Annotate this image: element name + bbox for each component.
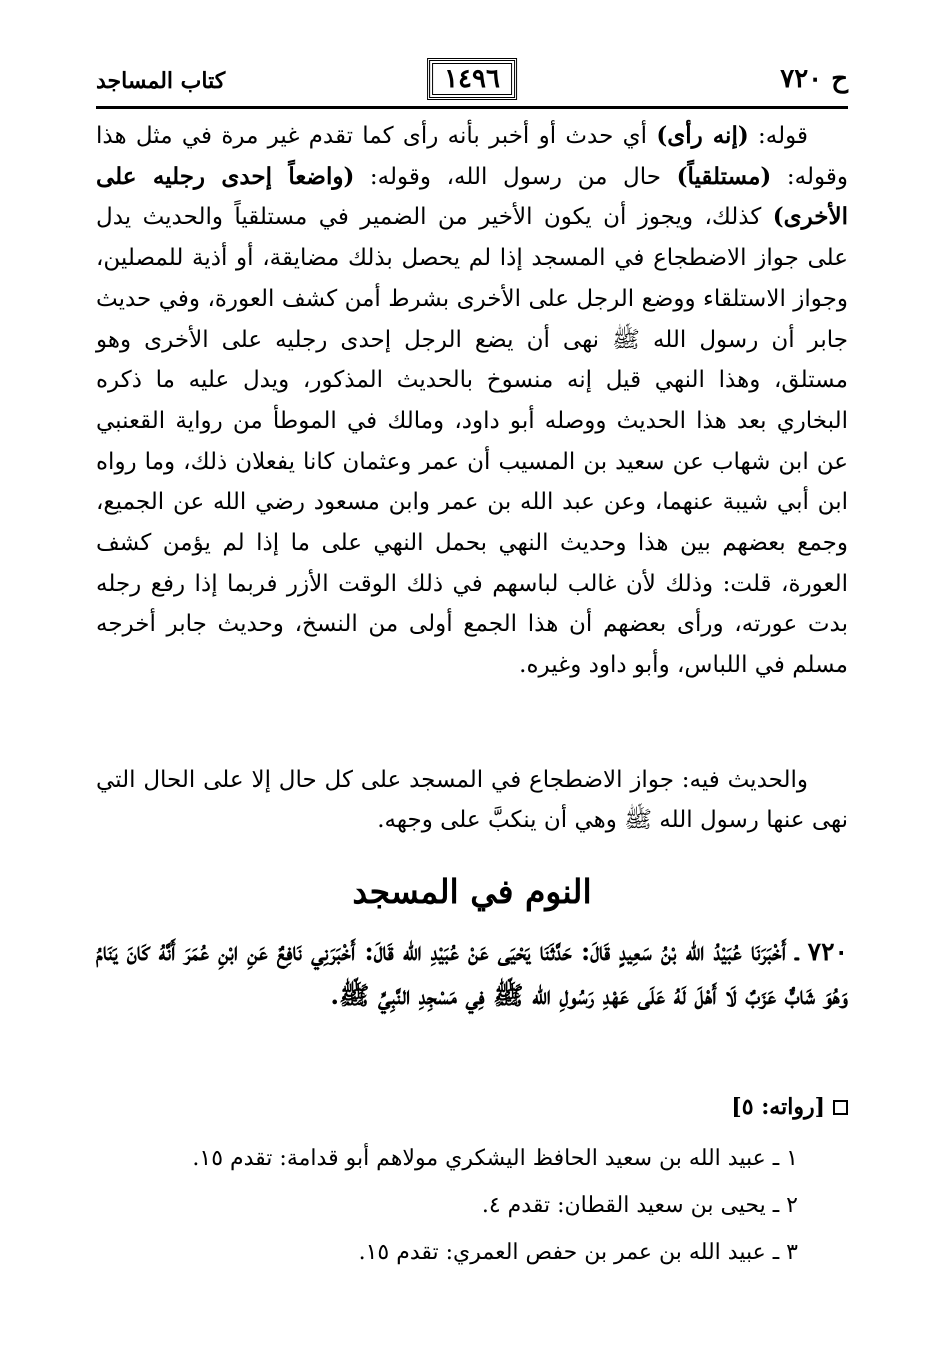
page-header <box>96 58 848 104</box>
commentary-text: حال من رسول الله، وقوله: <box>354 163 677 190</box>
quoted-phrase: (واضعاً إحدى رجليه على الأخرى) <box>96 162 848 231</box>
header-divider <box>96 106 848 109</box>
quoted-phrase: (إنه رأى) <box>656 122 749 149</box>
square-bullet-icon <box>833 1100 848 1115</box>
page-number: ١٤٩٦ <box>444 64 500 94</box>
commentary-paragraph <box>96 116 848 686</box>
section-heading: النوم في المسجد <box>352 872 592 911</box>
list-item: ١ ـ عبيد الله بن سعيد الحافظ اليشكري مولاهم أبو قدامة: تقدم ١٥. <box>192 1146 798 1171</box>
page-number-frame <box>427 58 517 100</box>
hadith-reference: ح ٧٢٠ <box>780 64 848 94</box>
commentary-text: أي حدث أو أخبر بأنه رأى كما تقدم غير مرة في مثل هذا وقوله: <box>96 123 848 190</box>
quoted-phrase: (مستلقياً) <box>676 162 772 190</box>
hadith-body: أَخْبَرَنَا عُبَيْدُ الله بْنُ سَعِيدٍ قَالَ: حَدَّثَنَا يَحْيَى عَنْ عُبَيْدِ الله قَالَ: أَخْبَرَنِي نَافِعٌ عَنِ ابْنِ عُمَرَ أَنَّهُ كَانَ يَنَامُ وَهُوَ شَابٌّ عَزَبٌ لَا أَهْلَ لَهُ عَلَى عَهْدِ رَسُولِ الله ﷺ فِي مَسْجِدِ النَّبِيِّ ﷺ. <box>96 937 848 1010</box>
list-item: ٣ ـ عبيد الله بن عمر بن حفص العمري: تقدم ١٥. <box>358 1240 798 1265</box>
commentary-text: قوله: <box>748 123 808 149</box>
narrators-heading-label: [رواته: ٥] <box>731 1094 825 1120</box>
narrators-list <box>96 1135 798 1276</box>
hadith-number: ٧٢٠ ـ <box>795 937 848 966</box>
narrators-heading <box>731 1094 848 1120</box>
book-title: كتاب المساجد <box>96 68 226 94</box>
commentary-conclusion: والحديث فيه: جواز الاضطجاع في المسجد على كل حال إلا على الحال التي نهى عنها رسول الله ﷺ وهي أن ينكبَّ على وجهه. <box>96 767 848 833</box>
hadith-text <box>96 930 848 1018</box>
list-item: ٢ ـ يحيى بن سعيد القطان: تقدم ٤. <box>481 1193 798 1218</box>
commentary-text: كذلك، ويجوز أن يكون الأخير من الضمير في مستلقياً والحديث يدل على جواز الاضطجاع في المسجد إذا لم يحصل بذلك مضايقة، أو أذية للمصلين، وجواز الاستلقاء ووضع الرجل على الأخرى بشرط أمن كشف العورة، وفي حديث جابر أن رسول الله ﷺ نهى أن يضع الرجل إحدى رجليه على الأخرى وهو مستلق، وهذا النهي قيل إنه منسوخ بالحديث المذكور، ويدل عليه ما ذكره البخاري بعد هذا الحديث ووصله أبو داود، ومالك في الموطأ من رواية القعنبي عن ابن شهاب عن سعيد بن المسيب أن عمر وعثمان كانا يفعلان ذلك، وما رواه ابن أبي شيبة عنهما، وعن عبد الله بن عمر وابن مسعود رضي الله عن الجميع، وجمع بعضهم بين هذا وحديث النهي بحمل النهي على ما إذا لم يؤمن كشف العورة، قلت: وذلك لأن غالب لباسهم في ذلك الوقت الأزر فربما إذا رفع رجله بدت عورته، ورأى بعضهم أن هذا الجمع أولى من النسخ، وحديث جابر أخرجه مسلم في اللباس، وأبو داود وغيره. <box>96 204 848 679</box>
